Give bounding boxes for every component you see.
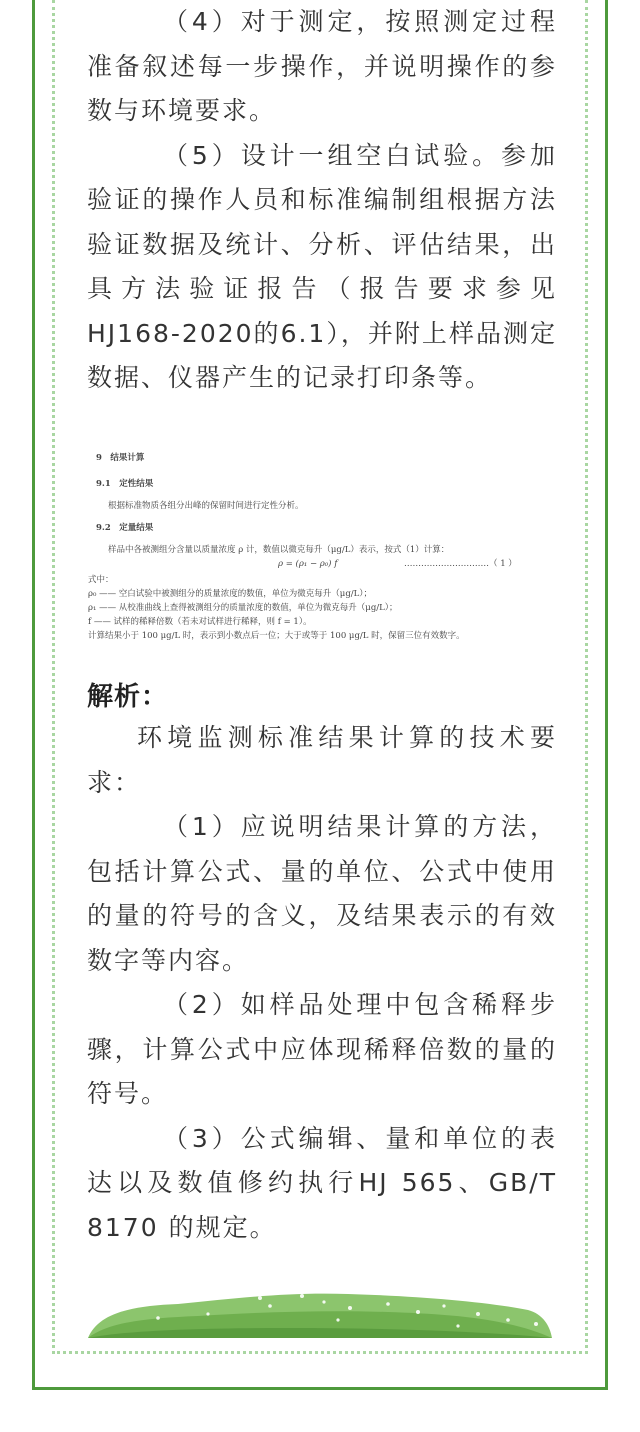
excerpt-sub2-title: 9.2 定量结果 [96,523,154,533]
paragraph-step-5: （5）设计一组空白试验。参加验证的操作人员和标准编制组根据方法验证数据及统计、分析、评估结果，出具方法验证报告（报告要求参见HJ168-2020的6.1），并附上样品测定数据、仪器产生的记录打印条等。 [87,140,557,392]
standard-excerpt-image [88,446,538,646]
excerpt-sub2-text: 样品中各被测组分含量以质量浓度 ρ 计，数值以微克每升（μg/L）表示，按式（1）计算： [108,545,450,555]
excerpt-def-1: ρ₀ —— 空白试验中被测组分的质量浓度的数值，单位为微克每升（μg/L）； [88,589,373,599]
excerpt-rounding-rule: 计算结果小于 100 μg/L 时，表示到小数点后一位；大于或等于 100 μg/L 时，保留三位有效数字。 [88,631,465,641]
excerpt-sub1-title: 9.1 定性结果 [96,479,154,489]
excerpt-formula: ρ = (ρ₁ − ρ₀) f [278,559,338,569]
excerpt-formula-number: …………………………（ 1 ） [404,559,517,569]
excerpt-def-2: ρ₁ —— 从校准曲线上查得被测组分的质量浓度的数值，单位为微克每升（μg/L）； [88,603,398,613]
excerpt-sub1-text: 根据标准物质各组分出峰的保留时间进行定性分析。 [108,501,304,511]
analysis-item-3: （3）公式编辑、量和单位的表达以及数值修约执行HJ 565、GB/T 8170 的规定。 [87,1123,557,1242]
excerpt-def-3: f —— 试样的稀释倍数（若未对试样进行稀释，则 f = 1）。 [88,617,312,627]
analysis-heading: 解析： [87,682,169,712]
analysis-intro: 环境监测标准结果计算的技术要求： [87,723,557,797]
excerpt-where: 式中： [88,575,114,585]
analysis-block [87,716,557,1250]
analysis-item-1: （1）应说明结果计算的方法，包括计算公式、量的单位、公式中使用的量的符号的含义，及结果表示的有效数字等内容。 [87,812,557,975]
top-text-block [87,0,557,401]
analysis-item-2: （2）如样品处理中包含稀释步骤，计算公式中应体现稀释倍数的量的符号。 [87,990,557,1108]
excerpt-section-title: 9 结果计算 [96,453,145,463]
grass-decoration [88,1284,552,1338]
paragraph-step-4: （4）对于测定，按照测定过程准备叙述每一步操作，并说明操作的参数与环境要求。 [87,7,557,125]
